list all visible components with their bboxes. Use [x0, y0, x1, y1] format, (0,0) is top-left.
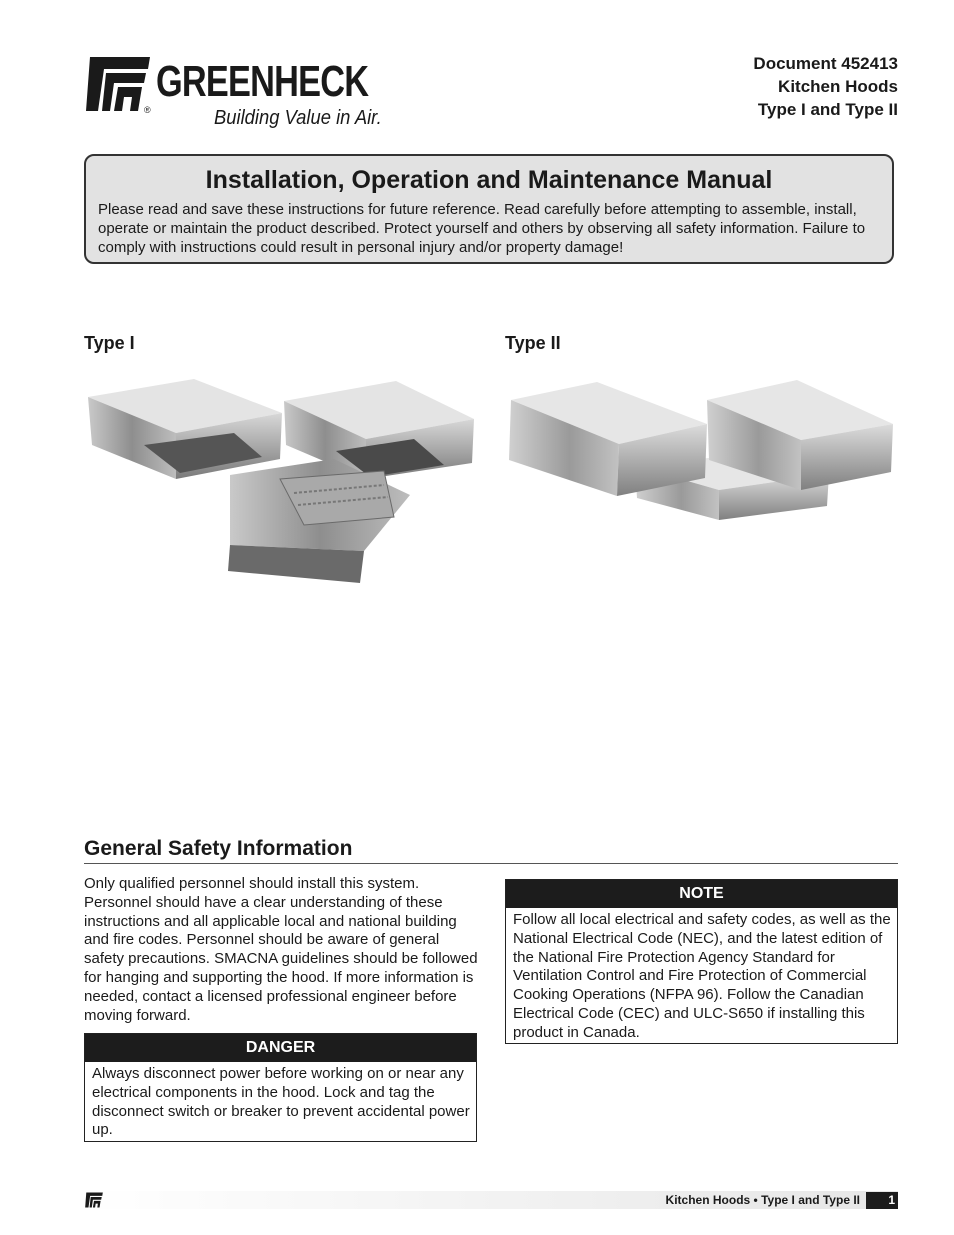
document-number: Document 452413 — [753, 54, 898, 73]
manual-notice-box — [84, 154, 894, 264]
brand-tagline: Building Value in Air. — [214, 107, 382, 129]
greenheck-logo — [84, 55, 404, 135]
type-2-hoods-photo — [505, 378, 897, 524]
type-2-label: Type II — [505, 333, 561, 353]
page-number: 1 — [866, 1192, 898, 1209]
brand-name: GREENHECK — [156, 57, 369, 106]
section-divider — [84, 863, 898, 864]
danger-callout — [84, 1033, 477, 1142]
danger-text: Always disconnect power before working on or near any electrical components in the hood. Lock and tag the disconnect switch or breaker to prevent accidental power up. — [92, 1065, 470, 1139]
document-info — [753, 52, 898, 121]
registered-mark: ® — [144, 105, 151, 115]
danger-heading: DANGER — [85, 1034, 476, 1062]
type-1-label: Type I — [84, 333, 135, 353]
note-callout — [505, 879, 898, 1044]
product-types: Type I and Type II — [757, 100, 898, 119]
note-heading: NOTE — [506, 880, 897, 908]
manual-title: Installation, Operation and Maintenance Manual — [205, 166, 773, 194]
manual-notice: Please read and save these instructions for future reference. Read carefully before attempting to assemble, install, operate or maintain the product described. Protect yourself and others by observing all safety information. Failure to comply with instructions could result in personal injury and/or property damage! — [98, 201, 866, 256]
footer-title: Kitchen Hoods • Type I and Type II — [665, 1193, 860, 1207]
greenheck-footer-icon — [84, 1192, 104, 1208]
note-text: Follow all local electrical and safety codes, as well as the National Electrical Code (NEC), and the latest edition of the National Fire Protection Agency Standard for Ventilation Control and Fire Protection of Commercial Cooking Operations (NFPA 96). Follow the Canadian Electrical Code (CEC) and ULC-S650 if installing this product in Canada. — [513, 911, 891, 1041]
safety-intro: Only qualified personnel should install this system. Personnel should have a clear understanding of these instructions and all applicable local and national building and fire codes. Personnel should be aware of general safety precautions. SMACNA guidelines should be followed for hanging and supporting the hood. If more information is needed, contact a licensed professional engineer before moving forward. — [84, 875, 478, 1024]
safety-section-title: General Safety Information — [84, 837, 353, 860]
type-1-hoods-photo — [84, 375, 476, 587]
greenheck-logo-icon — [84, 55, 152, 113]
product-name: Kitchen Hoods — [778, 77, 898, 96]
